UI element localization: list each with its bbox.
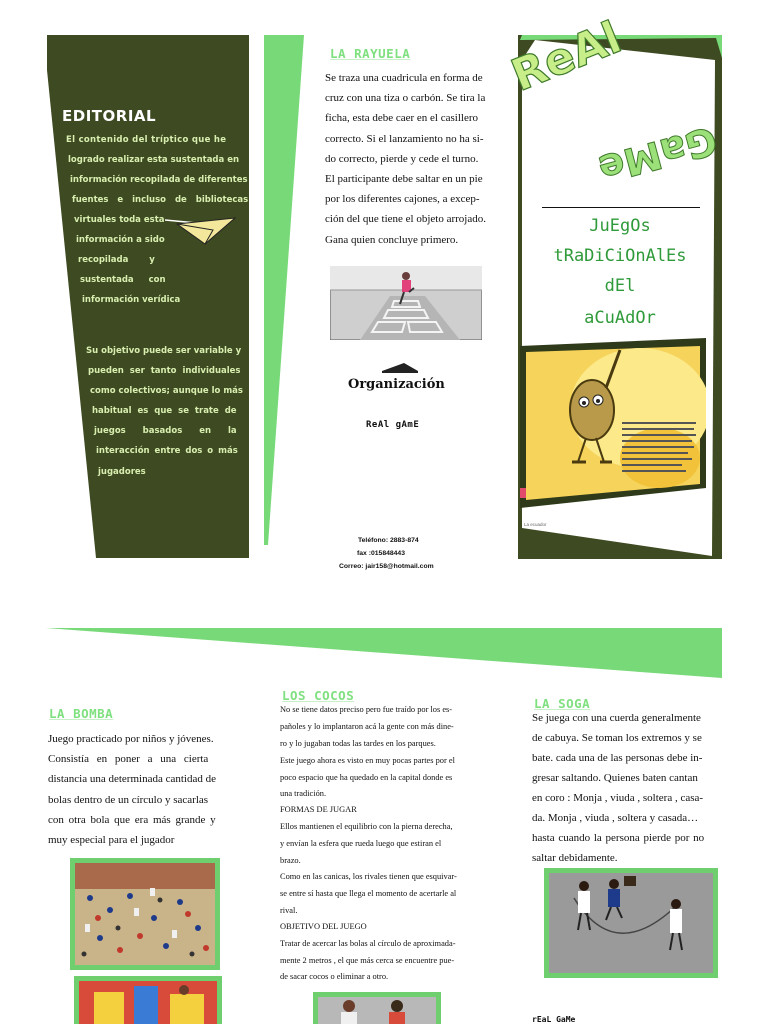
soga-line: Se juega con una cuerda generalmente [532, 712, 701, 724]
bomba-title: LA BOMBA [49, 706, 114, 721]
rayuela-line: do correcto, pierde y cede el turno. [325, 153, 479, 165]
editorial-line: información recopilada de diferentes [70, 175, 248, 185]
soga-line: saltar debidamente. [532, 852, 618, 864]
cocos-title: LOS COCOS [282, 688, 355, 703]
editorial-line: logrado realizar esta sustentada en [68, 155, 240, 165]
editorial-line: información a sido [76, 235, 165, 245]
cocos-subheading: OBJETIVO DEL JUEGO [280, 922, 367, 931]
cocos-line: brazo. [280, 856, 301, 865]
rayuela-line: Gana quien concluye primero. [325, 234, 459, 246]
rayuela-line: ficha, esta debe caer en el casillero [325, 112, 478, 124]
soga-photo [544, 868, 718, 978]
cocos-line: Como en las canicas, los rivales tienen que esquivar- [280, 872, 457, 881]
editorial-line: El contenido del tríptico que he [66, 135, 227, 145]
editorial-line: jugadores [98, 467, 146, 477]
bomba-line: muy especial para el jugador [48, 834, 175, 846]
bomba-line: con otra bola que era más grande y [48, 814, 216, 826]
soga-title: LA SOGA [534, 696, 591, 711]
contact-phone: Teléfono: 2883-874 [358, 537, 419, 544]
editorial-line: pueden ser tanto individuales [88, 366, 241, 376]
cocos-line: Este juego ahora es visto en muy pocas partes por el [280, 756, 455, 765]
soga-line: da. Monja , viuda , soltera y casada… [532, 812, 699, 824]
contact-email: Correo: jair158@hotmail.com [339, 563, 434, 570]
cocos-line: mente 2 metros , el que más cerca se encuentre pue- [280, 956, 455, 965]
cocos-line: No se tiene datos preciso pero fue traído por los es- [280, 705, 453, 714]
cover-title-line: aCuAdOr [584, 308, 656, 328]
cocos-subheading: FORMAS DE JUGAR [280, 805, 357, 814]
editorial-line: virtuales toda esta [74, 215, 165, 225]
editorial-line: como colectivos; aunque lo más [90, 386, 243, 396]
cocos-line: ro y lo jugaban todas las tardes en los parques. [280, 739, 436, 748]
rayuela-line: El participante debe saltar en un pie [325, 173, 483, 185]
contact-fax: fax :015848443 [357, 550, 405, 557]
soga-line: de cabuya. Se toman los extremos y se [532, 732, 702, 744]
editorial-line: fuentes e incluso de bibliotecas [72, 195, 249, 205]
cocos-line: de sacar cocos o eliminar a otro. [280, 972, 389, 981]
cover-title-line: dEl [604, 276, 636, 296]
rayuela-line: cruz con una tiza o carbón. Se tira la [325, 92, 486, 104]
organization-title: Organización [348, 377, 445, 392]
cover-title-line: JuEgOs [589, 216, 651, 236]
soga-line: gresar saltando. Quienes baten cantan [532, 772, 698, 784]
editorial-line: sustentada con [80, 275, 166, 285]
soga-footer-brand: rEaL GaMe [532, 1015, 576, 1024]
soga-line: en coro : Monja , viuda , soltera , casa- [532, 792, 704, 804]
cover-title-line: tRaDiCiOnAlEs [553, 246, 687, 266]
cocos-line: rival. [280, 906, 298, 915]
editorial-line: juegos basados en la [94, 426, 237, 436]
cocos-line: y envían la esfera que rueda luego que estiran el [280, 839, 442, 848]
cocos-line: Tratar de acercar las bolas al círculo de aproximada- [280, 939, 456, 948]
soga-line: hasta cuando la persona pierde por no [532, 832, 705, 844]
cover-brand-real-text: ReAl [504, 12, 629, 102]
bottom-green-band [0, 600, 768, 690]
rayuela-line: ción del que tiene el objeto arrojado. [325, 213, 486, 225]
bomba-photo-crowd [70, 858, 220, 970]
bomba-line: distancia una determinada cantidad de [48, 773, 216, 785]
bomba-photo-children [74, 976, 222, 1024]
cover-illustration [520, 338, 706, 508]
cover-divider [542, 207, 700, 208]
editorial-line: recopilada y [78, 255, 155, 265]
editorial-line: información verídica [82, 295, 181, 305]
cocos-line: Ellos mantienen el equilibrio con la pierna derecha, [280, 822, 453, 831]
cocos-line: poco espacio que ha quedado en la capital donde es [280, 773, 453, 782]
cover-brand-game-text: GaMe [593, 117, 722, 192]
cocos-line: se entre sí hasta que llega el momento de acertarle al [280, 889, 457, 898]
editorial-line: Su objetivo puede ser variable y [86, 346, 242, 356]
cocos-line: una tradición. [280, 789, 327, 798]
bomba-line: Juego practicado por niños y jóvenes. [48, 733, 214, 745]
bomba-line: bolas dentro de un círculo y sacarlas [48, 794, 209, 806]
soga-line: bate. cada una de las personas debe in- [532, 752, 703, 764]
rayuela-line: por los diferentes cajones, a excep- [325, 193, 480, 205]
rayuela-line: correcto. Si el lanzamiento no ha si- [325, 133, 484, 145]
bomba-line: Consistía en poner a una cierta [48, 753, 209, 765]
cocos-photo [313, 992, 441, 1024]
rayuela-title: LA RAYUELA [330, 46, 411, 61]
editorial-title: EDITORIAL [62, 107, 157, 125]
cover-image-caption: La ecuador [524, 522, 547, 527]
rayuela-line: Se traza una cuadricula en forma de [325, 72, 483, 84]
cocos-line: pañoles y lo implantaron acá la gente con más dine- [280, 722, 454, 731]
editorial-line: habitual es que se trate de [92, 406, 237, 416]
editorial-line: interacción entre dos o más [96, 446, 238, 456]
organization-name: ReAl gAmE [366, 420, 420, 430]
